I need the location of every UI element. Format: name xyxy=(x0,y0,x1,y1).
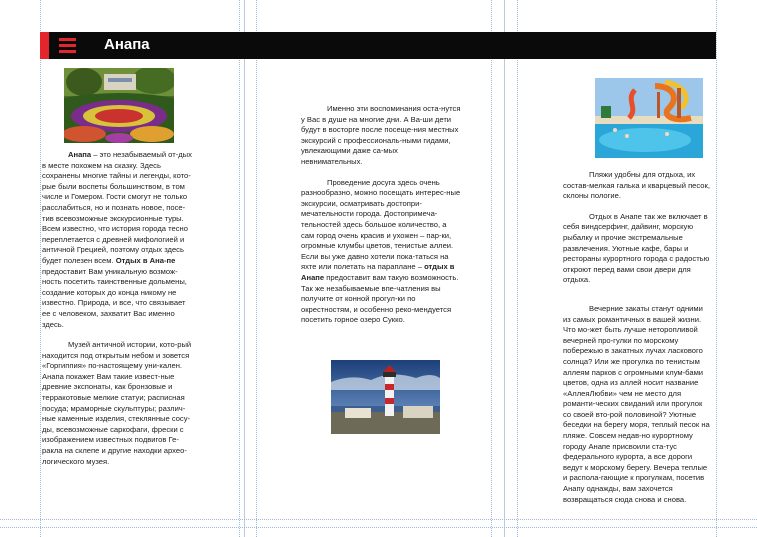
page-title: Анапа xyxy=(104,36,150,53)
column3-paragraph: Пляжи удобны для отдыха, их состав-мелкая галька и кварцевый песок, склоны пологие. xyxy=(563,170,710,201)
menu-icon[interactable] xyxy=(59,38,76,53)
header-bar xyxy=(40,32,716,59)
column-guide xyxy=(256,0,257,537)
column-guide xyxy=(491,0,492,537)
lighthouse-photo xyxy=(331,360,440,434)
column1-paragraph: Анапа – это незабываемый от-дых в месте похожем на сказку. Здесь сохранены многие тайны и легенды, кото-рые были воспеты большинством, в том числе и Гомером. Гости смогут не только расслабиться, но и познать новое, посе-тив всевозможные экскурсионные туры. Всем известно, что история города тесно переплетается с древней мифологией и античной Грецией, поэтому отдых здесь будет полезен всем. Отдых в Ана-пе предоставит Вам уникальную возмож-ность посетить таинственные дольмены, создание которых до конца никому не известно. Природа, и все, что связывает ее с человеком, захватит Вас именно здесь. xyxy=(42,150,192,329)
margin-guide xyxy=(716,0,717,537)
header-accent xyxy=(40,32,49,59)
column3-text xyxy=(563,170,711,515)
column-guide xyxy=(239,0,240,537)
fold-line xyxy=(504,0,505,537)
bleed-guide xyxy=(0,527,757,528)
column1-paragraph: Музей античной истории, кото-рый находится под открытым небом и зовется «Горгиппия» по-настоящему уни-кален. Анапа покажет Вам такие извест-ные древние экспонаты, как бронзовые и терракотовые мелкие статуи; расписная посуда; мраморные скульптуры; различ-ные каменные изделия, стеклянные сосу-ды, всевозможные саркофаги, фрески с изображением известных подвигов Ге-ракла на склепе и другие находки архео-логического музея. xyxy=(42,340,192,466)
column3-paragraph: Отдых в Анапе так же включает в себя виндсерфинг, дайвинг, морскую рыбалку и прочие экстремальные развлечения. Уютные кафе, бары и рестораны курортного города с радостью откроют перед вами свои двери для отдыха. xyxy=(563,211,710,285)
column3-paragraph: Вечерние закаты станут одними из самых романтичных в вашей жизни. Что мо-жет быть лучше неторопливой вечерней про-гулки по морскому побережью в закатных лучах ласкового солнца? Или же прогулка по тенистым аллеям парков с огромными клум-бами цветов, одна из аллей носит название «АллеяЛюбви» чем не место для романти-ческих свиданий или прогулок со своей вто-рой половиной? Уютные беседки на берегу моря, теплый песок на пляже. Совсем недав-но курортному городу Анапе присвоили ста-тус федерального курорта, а все дороги ведут к морскому берегу. Вечера теплые и распола-гающие к прогулкам, посетив Анапу однажды, вам захочется возвращаться сюда снова и снова. xyxy=(563,303,710,504)
column1-text xyxy=(42,150,192,477)
fold-line xyxy=(244,0,245,537)
column2-paragraph: Именно эти воспоминания оста-нутся у Вас в душе на многие дни. А Ва-ши дети будут в восторге после посеще-ния местных экскурсий с профессиональ-ными гидами, увлекающими даже са-мых невнимательных. xyxy=(301,104,461,166)
bottom-margin-guide xyxy=(0,519,757,520)
flower-park-photo xyxy=(64,68,174,143)
column-guide xyxy=(517,0,518,537)
water-park-photo xyxy=(595,78,703,158)
column2-paragraph: Проведение досуга здесь очень разнообразно, можно посещать интерес-ные экскурсии, осматривать достопри-мечательности города. Достопримеча-тельностей здесь большое количество, а сам город очень красив и ухожен – пар-ки, огромные клумбы цветов, тенистые аллеи. Если вы уже давно хотели пока-таться на яхте или полетать на параплане – отдых в Анапе предоставит вам такую возможность. Так же незабываемые впе-чатления вы получите от конной прогул-ки по окрестностям, и особенно реко-мендуется посетить горное озеро Сукко. xyxy=(301,177,461,325)
margin-guide xyxy=(40,0,41,537)
column2-text xyxy=(301,104,461,336)
